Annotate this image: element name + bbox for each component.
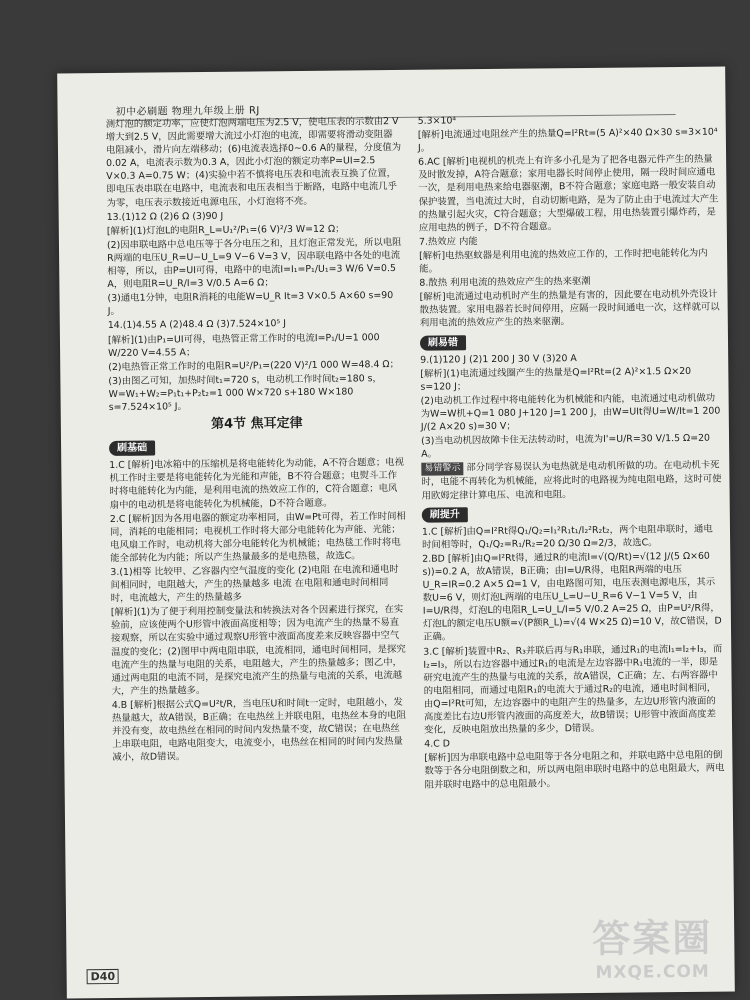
right-column [418,112,725,793]
paragraph: [解析]电热驱蚊器是利用电流的热效应工作的，工作时把电能转化为内能。 [419,247,708,275]
answer-2: 2.C [解析]因为各用电器的额定功率相同，由W=Pt可得，若工作时间相同，消耗的电能相同；电视机工作时将大部分电能转化为声能、光能；电风扇工作时，电动机将大部分电能转化为机械能；电热毯工作时将电能全部转化为内能；所以产生热量最多的是电热毯，故选C。 [109,510,406,564]
section-title: 第4节 焦耳定律 [210,416,303,432]
book-page [57,67,735,999]
paragraph: [解析](1)灯泡L的电阻R_L=U₁²/P₁=(6 V)²/3 W=12 Ω； [106,223,345,237]
tip-label: 易错警示 [421,463,463,477]
answer-6: 6.AC [解析]电视机的机壳上有许多小孔是为了把各电器元件产生的热量及时散发掉，A符合题意；家用电器长时间停止使用，隔一段时间应通电一次，是利用电热来给电器驱潮，B不符合题意；家庭电路一般安装自动保护装置，当电流过大时，自动切断电路，是为了防止由于电流过大产生的热量引起火灾，C符合题意；大型爆破工程，用电热装置引爆炸药，是应用电热的例子，D不符合题意。 [418,153,719,234]
tip-paragraph [421,459,721,502]
answer-5: 5.3×10⁴ [417,115,457,127]
paragraph: (3)由图乙可知，加热时间t₁=720 s，电动机工作时间t₂=180 s，W=W₁+W₂=P₁t₁+P₂t₂=1 000 W×720 s+180 W×180 s=7.524×10⁵ J。 [108,372,382,413]
answer-13: 13.(1)12 Ω (2)6 Ω (3)90 J [106,210,224,223]
answer-7: 7.热效应 内能 [418,235,478,248]
banner-jichu: 刷基础 [109,441,155,457]
answer-9: 9.(1)120 J (2)1 200 J 30 V (3)20 A [420,352,577,366]
paragraph: (3)通电1分钟，电阻R消耗的电能W=U_R It=3 V×0.5 A×60 s=90 J。 [107,290,394,318]
answer-4: 4.B [解析]根据公式Q=U²t/R，当电压U和时间t一定时，电阻越小，发热量越大，故A错误，B正确；在电热丝上并联电阻，电热丝本身的电阻并没有变，故电热丝在相同的时间内发热量不变，故C错误；在电热丝上串联电阻，电路电阻变大，电流变小，电热丝在相同的时间内发热量减小，故D错误。 [111,696,407,764]
tip-text: 部分同学容易误认为电热就是电动机所做的功。在电动机卡死时，电能不再转化为机械能，应将此时的电路视为纯电阻电路，这时可使用欧姆定律计算电压、电流和电阻。 [421,459,722,502]
paragraph: [解析](1)由P₁=UI可得，电热管正常工作时的电流I=P₁/U=1 000 W/220 V=4.55 A； [107,331,380,359]
answer-14: 14.(1)4.55 A (2)48.4 Ω (3)7.524×10⁵ J [107,318,286,332]
banner-yicuo: 刷易错 [420,335,466,351]
answer-3: 3.(1)相等 比较甲、乙容器内空气温度的变化 (2)电阻 在电流和通电时间相同时，电阻越大，产生的热量越多 电流 在电阻和通电时间相同时，电流越大，产生的热量越多 [110,563,399,605]
paragraph: (2)因串联电路中总电压等于各分电压之和，且灯泡正常发光，所以电阻R两端的电压U_R=U−U_L=9 V−6 V=3 V，因串联电路中各处的电流相等，所以，由P=UI可得，电路中的电流I=I₁=P₁/U₁=3 W/6 V=0.5 A，则电阻R=U_R/I=3 V/0.5 A=6 Ω； [106,236,402,291]
paragraph: [解析](1)电流通过线圈产生的热量是Q=I²Rt=(2 A)²×1.5 Ω×20 s=120 J； [420,365,692,393]
answer-2b: 2.BD [解析]由Q=I²Rt得，通过R的电流I=√(Q/Rt)=√(12 J/(5 Ω×60 s))=0.2 A，故A错误，B正确；由I=U/R得，电阻R两端的电压U_R=IR=0.2 A×5 Ω=1 V，由电路图可知，电压表测电源电压，其示数U=6 V，则灯泡L两端的电压U_L=U−U_R=6 V−1 V=5 V，由I=U/R得，灯泡L的电阻R_L=U_L/I=5 V/0.2 A=25 Ω，由P=U²/R得，灯泡L的额定电压U额=√(P额R_L)=√(4 W×25 Ω)=10 V，故C错误，D正确。 [422,550,722,644]
watermark-logo [592,907,713,983]
paragraph: [解析](1)为了便于利用控制变量法和转换法对各个因素进行探究，在实验前，应该使两个U形管中液面高度相等；因为电流产生的热量不易直接观察，所以在实验中通过观察U形管中液面高度差来反映容器中空气温度的变化；(2)图甲中两电阻串联，电流相同，通电时间相同，是探究电流产生的热量与电阻的关系，电阻越大，产生的热量越多；图乙中，通过两电阻的电流不同，是探究电流产生的热量与电流的关系，电流越大，产生的热量越多。 [110,604,406,697]
left-column [106,115,409,765]
answer-8: 8.散热 利用电流的热效应产生的热来驱潮 [419,276,591,289]
paragraph: [解析]电流通过电阻丝产生的热量Q=I²Rt=(5 A)²×40 Ω×30 s=3×10⁴ J。 [417,126,718,154]
answer-3b: 3.C [解析]装置中R₂、R₃并联后再与R₁串联，通过R₁的电流I₁=I₂+I₃，而I₂=I₃，所以右边容器中通过R₁的电流是左边容器中R₁电流的一半，即是研究电流产生的热量与电流的关系，故A错误，C正确；左、右两容器中的电阻相同，而通过电阻R₁的电流大于通过R₂的电流，通电时间相同，由Q=I²Rt可知，左边容器中的电阻产生的热量多，左边U形管内液面的高度差比右边U形管内液面的高度差大，故B错误；U形管中液面高度差变化，反映电阻放出热量的多少，D错误。 [423,643,723,736]
paragraph: [解析]电流通过电动机时产生的热量是有害的，因此要在电动机外壳设计散热装置。家用电器若长时间停用，应隔一段时间通电一次，这样就可以利用电流的热效应产生的热来驱潮。 [419,288,720,330]
watermark-line1: 答案圈 [592,915,713,961]
paragraph: (2)电动机工作过程中将电能转化为机械能和内能，电流通过电动机做功为W=W机+Q=1 080 J+120 J=1 200 J，由W=UIt得U=W/It=1 200 J/(2 A×20 s)=30 V； [420,392,721,433]
paragraph: (3)当电动机因故障卡住无法转动时，电流为I'=U/R=30 V/1.5 Ω=20 A。 [420,432,711,460]
page-header: 初中必刷题 物理九年级上册 RJ [115,97,675,121]
answer-1: 1.C [解析]电冰箱中的压缩机是将电能转化为动能，A不符合题意；电视机工作时主要是将电能转化为光能和声能，B不符合题意；电熨斗工作时将电能转化为内能，是利用电流的热效应工作的，C符合题意；电风扇中的电动机是将电能转化为机械能，D不符合题意。 [109,457,405,511]
answer-1b: 1.C [解析]由Q=I²Rt得Q₁/Q₂=I₁²R₁t₁/I₂²R₂t₂，两个电阻串联时，通电时间相等时，Q₁/Q₂=R₁/R₂=20 Ω/30 Ω=2/3，故选C。 [421,523,713,551]
paragraph: 测灯泡的额定功率，应使灯泡两端电压为2.5 V，使电压表的示数由2 V增大到2.5 V，因此需要增大流过小灯泡的电流，即需要将滑动变阻器电阻减小，滑片向左端移动；(6)电流表选择0~0.6 A的量程，分度值为0.02 A，电流表示数为0.3 A，因此小灯泡的额定功率P=UI=2.5 V×0.3 A=0.75 W；(4)实验中若不慎将电压表和电流表互换了位置，即电压表串联在电路中，电流表和电压表相当于断路，电路中电流几乎为零，电压表示数接近电源电压，小灯泡将不亮。 [105,115,402,209]
banner-tisheng: 刷提升 [422,507,468,523]
watermark-line2: MXQE.COM [595,961,710,983]
answer-4b: 4.C D [424,738,450,750]
page-number: D40 [87,969,120,984]
paragraph: (2)电热管正常工作时的电阻R=U²/P₁=(220 V)²/1 000 W=48.4 Ω； [108,358,399,373]
paragraph: [解析]因为串联电路中总电阻等于各分电阻之和，并联电路中总电阻的倒数等于各分电阻倒数之和，所以两电阻串联时电路中的总电阻最大，两电阻并联时电路中的总电阻最小。 [424,749,725,791]
